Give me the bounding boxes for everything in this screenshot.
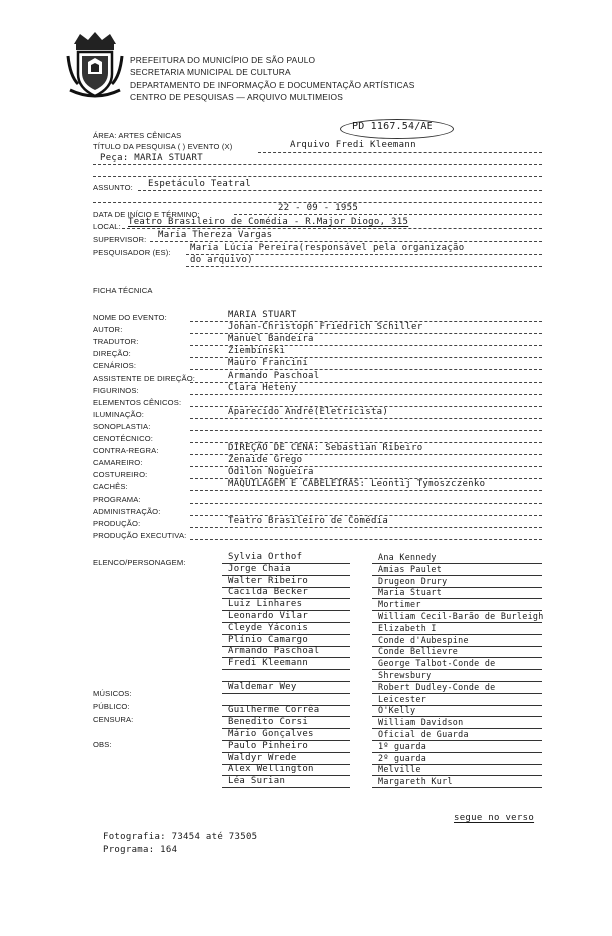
side-label-obs: OBS: xyxy=(93,740,112,749)
cast-actor: Leonardo Vilar xyxy=(228,611,309,621)
titulo-value: Arquivo Fredi Kleemann xyxy=(290,140,416,150)
elenco-label: ELENCO/PERSONAGEM: xyxy=(93,558,186,567)
ficha-value: Clara Heteny xyxy=(228,382,297,393)
ficha-value: DIREÇÃO DE CENA: Sebastian Ribeiro xyxy=(228,443,423,454)
ficha-value: Zenaide Grego xyxy=(228,455,303,466)
header-line-3: DEPARTAMENTO DE INFORMAÇÃO E DOCUMENTAÇÃO ARTÍSTICAS xyxy=(130,80,415,90)
cast-role: Mortimer xyxy=(378,599,421,610)
cast-role: Conde Bellievre xyxy=(378,646,459,657)
cast-role: Elizabeth I xyxy=(378,622,437,633)
assunto-label: ASSUNTO: xyxy=(93,183,133,192)
cast-actor: Fredi Kleemann xyxy=(228,658,309,669)
cast-role: Robert Dudley-Conde de xyxy=(378,681,496,692)
cast-actor: Paulo Pinheiro xyxy=(228,740,309,751)
titulo-label: TÍTULO DA PESQUISA ( ) EVENTO (X) xyxy=(93,142,233,151)
data-label: DATA DE INÍCIO E TÉRMINO: xyxy=(93,210,200,219)
cast-actor: Walter Ribeiro xyxy=(228,575,309,586)
cast-actor: Cleyde Yáconis xyxy=(228,622,309,633)
pesquisador-value-1: Maria Lúcia Pereira(responsável pela organização xyxy=(190,243,465,253)
ficha-label: ILUMINAÇÃO: xyxy=(93,409,145,419)
side-label-censura: CENSURA: xyxy=(93,715,134,724)
area-label: ÁREA: ARTES CÊNICAS xyxy=(93,131,182,140)
ficha-label: ELEMENTOS CÊNICOS: xyxy=(93,397,182,407)
ficha-title: FICHA TÉCNICA xyxy=(93,286,153,295)
ficha-label: CACHÊS: xyxy=(93,482,128,492)
cast-actor: Benedito Corsi xyxy=(228,717,309,728)
ficha-label: NOME DO EVENTO: xyxy=(93,313,167,322)
city-coat-of-arms-icon xyxy=(66,30,124,100)
supervisor-label: SUPERVISOR: xyxy=(93,235,147,244)
cast-actor: Luiz Linhares xyxy=(228,599,303,610)
ficha-label: TRADUTOR: xyxy=(93,337,139,347)
pesquisador-value-2: do arquivo) xyxy=(190,255,253,265)
ficha-label: COSTUREIRO: xyxy=(93,470,148,480)
cast-actor: Jorge Chaia xyxy=(228,563,291,574)
cast-role: Leicester xyxy=(378,693,427,704)
cast-role: Drugeon Drury xyxy=(378,575,448,586)
ficha-label: CAMAREIRO: xyxy=(93,458,143,468)
cast-role: Conde d'Aubespine xyxy=(378,634,469,645)
ficha-value: Mauro Francini xyxy=(228,358,309,369)
cast-actor: Guilherme Corrêa xyxy=(228,705,320,716)
ficha-value: Teatro Brasileiro de Comédia xyxy=(228,515,389,526)
stamp-code: PD 1167.54/AE xyxy=(352,121,433,132)
ficha-label: AUTOR: xyxy=(93,325,123,335)
fotografia-note: Fotografia: 73454 até 73505 xyxy=(103,832,258,842)
cast-role: George Talbot-Conde de xyxy=(378,658,496,669)
supervisor-value: Maria Thereza Vargas xyxy=(158,230,273,240)
ficha-label: DIREÇÃO: xyxy=(93,349,131,359)
segue-no-verso: segue no verso xyxy=(454,813,535,823)
cast-actor: Alex Wellington xyxy=(228,764,314,775)
ficha-value: Johan-Christoph Friedrich Schiller xyxy=(228,322,423,333)
cast-role: Ana Kennedy xyxy=(378,552,437,562)
data-value: 22 - 09 - 1955 xyxy=(278,203,359,213)
ficha-label: PROGRAMA: xyxy=(93,494,141,504)
header-line-4: CENTRO DE PESQUISAS — ARQUIVO MULTIMEIOS xyxy=(130,92,344,102)
cast-role: O'Kelly xyxy=(378,705,416,716)
ficha-label: CENÁRIOS: xyxy=(93,361,137,371)
assunto-value: Espetáculo Teatral xyxy=(148,179,251,189)
cast-role: William Davidson xyxy=(378,717,464,728)
ficha-value: MAQUILAGEM E CABELEIRAS: Leontij Tymoszczenko xyxy=(228,479,486,490)
cast-role: Margareth Kurl xyxy=(378,776,453,787)
ficha-label: CONTRA-REGRA: xyxy=(93,446,159,456)
cast-role: Melville xyxy=(378,764,421,775)
side-label-musicos: MÚSICOS: xyxy=(93,689,132,698)
local-label: LOCAL: xyxy=(93,222,121,231)
cast-actor: Cacilda Becker xyxy=(228,587,309,598)
ficha-label: ADMINISTRAÇÃO: xyxy=(93,506,161,516)
cast-actor: Armando Paschoal xyxy=(228,646,320,657)
ficha-label: ASSISTENTE DE DIREÇÃO: xyxy=(93,373,196,383)
ficha-label: SONOPLASTIA: xyxy=(93,421,151,431)
ficha-label: PRODUÇÃO EXECUTIVA: xyxy=(93,530,187,540)
ficha-label: FIGURINOS: xyxy=(93,385,139,395)
header-line-2: SECRETARIA MUNICIPAL DE CULTURA xyxy=(130,67,291,77)
programa-note: Programa: 164 xyxy=(103,845,178,855)
cast-role: 2º guarda xyxy=(378,752,427,763)
cast-actor: Léa Surian xyxy=(228,776,286,787)
ficha-value: Ziembinski xyxy=(228,346,286,357)
ficha-value: Manuel Bandeira xyxy=(228,334,314,345)
ficha-label: CENOTÉCNICO: xyxy=(93,434,154,443)
ficha-value: Odilon Nogueira xyxy=(228,467,314,478)
cast-role: Shrewsbury xyxy=(378,670,432,680)
cast-role: Oficial de Guarda xyxy=(378,729,469,739)
cast-role: Maria Stuart xyxy=(378,587,443,598)
ficha-value: Aparecido André(Eletricista) xyxy=(228,406,389,417)
cast-role: Amias Paulet xyxy=(378,563,443,574)
ficha-value: Armando Paschoal xyxy=(228,370,320,381)
cast-actor: Sylvia Orthof xyxy=(228,552,303,562)
cast-role: 1º guarda xyxy=(378,740,427,751)
side-label-publico: PÚBLICO: xyxy=(93,702,130,711)
ficha-value: MARIA STUART xyxy=(228,310,297,320)
local-value: Teatro Brasileiro de Comédia - R.Major Diogo, 315 xyxy=(128,217,409,227)
pesquisador-label: PESQUISADOR (ES): xyxy=(93,248,171,257)
cast-actor: Plínio Camargo xyxy=(228,634,309,645)
cast-role: William Cecil-Barão de Burleigh xyxy=(378,611,544,621)
ficha-label: PRODUÇÃO: xyxy=(93,518,141,528)
cast-actor: Mário Gonçalves xyxy=(228,729,314,739)
cast-actor: Waldemar Wey xyxy=(228,681,297,692)
header-line-1: PREFEITURA DO MUNICÍPIO DE SÃO PAULO xyxy=(130,55,316,65)
cast-actor: Waldyr Wrede xyxy=(228,752,297,763)
peca-value: Peça: MARIA STUART xyxy=(100,153,203,163)
